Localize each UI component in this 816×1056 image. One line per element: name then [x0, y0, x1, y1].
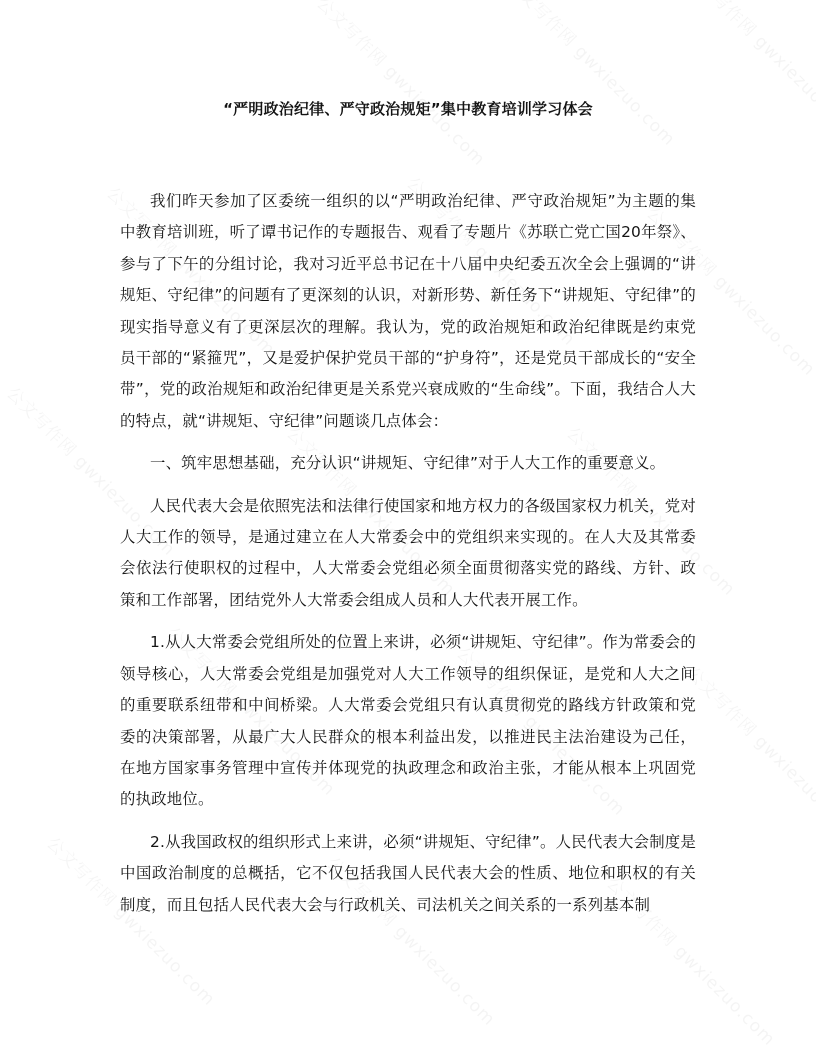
document-title: “严明政治纪律、严守政治规矩”集中教育培训学习体会: [223, 100, 593, 118]
watermark-text: [682, 660, 816, 840]
point-paragraph-1: 1.从人大常委会党组所处的位置上来讲，必须“讲规矩、守纪律”。作为常委会的领导核心，人大常委会党组是加强党对人大工作领导的组织保证，是党和人大之间的重要联系纽带和中间桥梁。人大常委会党组只有认真贯彻党的路线方针政策和党委的决策部署，从最广大人民群众的根本利益出发，以推进民主法治建设为己任，在地方国家事务管理中宣传并体现党的执政理念和政治主张，才能从根本上巩固党的执政地位。: [120, 633, 696, 809]
document-body: [120, 96, 696, 932]
section-heading: 一、筑牢思想基础，充分认识“讲规矩、守纪律”对于人大工作的重要意义。: [150, 454, 666, 473]
intro-paragraph: 我们昨天参加了区委统一组织的以“严明政治纪律、严守政治规矩”为主题的集中教育培训班，听了谭书记作的专题报告、观看了专题片《苏联亡党亡国20年祭》、参与了下午的分组讨论，我对习近平总书记在十八届中央纪委五次全会上强调的“讲规矩、守纪律”的问题有了更深刻的认识，对新形势、新任务下“讲规矩、守纪律”的现实指导意义有了更深层次的理解。我认为，党的政治规矩和政治纪律既是约束党员干部的“紧箍咒”，又是爱护保护党员干部的“护身符”，还是党员干部成长的“安全带”，党的政治规矩和政治纪律更是关系党兴衰成败的“生命线”。下面，我结合人大的特点，就“讲规矩、守纪律”问题谈几点体会：: [120, 192, 696, 430]
point-paragraph-2: 2.从我国政权的组织形式上来讲，必须“讲规矩、守纪律”。人民代表大会制度是中国政治制度的总概括，它不仅包括我国人民代表大会的性质、地位和职权的有关制度，而且包括人民代表大会与行政机关、司法机关之间关系的一系列基本制: [120, 832, 696, 914]
section-paragraph: 人民代表大会是依照宪法和法律行使国家和地方权力的各级国家权力机关，党对人大工作的领导，是通过建立在人大常委会中的党组织来实现的。在人大及其常委会依法行使职权的过程中，人大常委会党组必须全面贯彻落实党的路线、方针、政策和工作部署，团结党外人大常委会组成人员和人大代表开展工作。: [120, 496, 696, 609]
watermark-text: [682, 0, 816, 140]
